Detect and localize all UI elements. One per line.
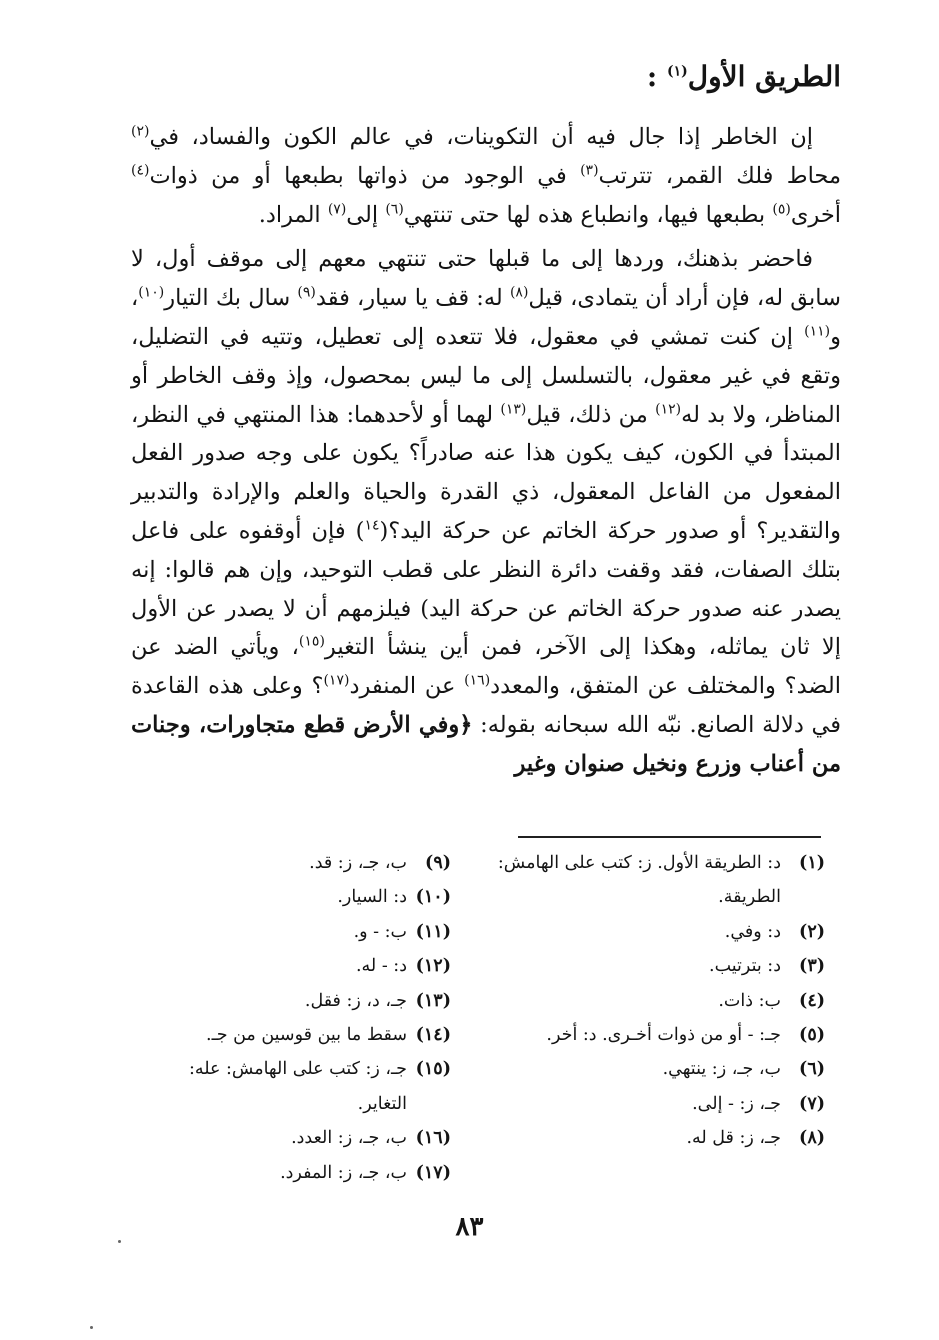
footnote — [161, 1121, 451, 1155]
footnote-number: (١) — [799, 853, 825, 873]
footnote-number: (٢) — [799, 921, 825, 942]
text-segment: عن المنفرد — [349, 673, 465, 700]
footnote-ref: (٢) — [131, 123, 150, 140]
footnote-number: (٤) — [799, 990, 825, 1011]
text-segment: لهما أو لأحدهما: هذا المنتهي في النظر، المبتدأ في الكون، كيف يكون هذا عنه صادراً؟ يكون على وجه صدور الفعل المفعول من الفاعل المعقول، ذي القدرة والحياة والعلم والإرادة والتدبير والتقدير؟ أو صدور حركة الخاتم عن حركة اليد؟( — [131, 401, 841, 544]
footnote-text: د: الطريقة الأول. ز: كتب على الهامش: الطريقة. — [497, 853, 781, 908]
text-segment: ؟ وعلى هذه القاعدة في دلالة الصانع. نبّه الله سبحانه بقوله: — [131, 673, 841, 738]
footnote-ref: (٥) — [772, 201, 791, 218]
footnote-number: (٨) — [799, 1128, 825, 1149]
footnote-ref: (٩) — [297, 284, 316, 301]
footnote-ref: (١٢) — [655, 401, 682, 418]
footnote-number: (١٣) — [415, 990, 451, 1011]
footnote-text: جـ، د، ز: فقل. — [304, 990, 407, 1011]
footnote-number: (١٧) — [415, 1162, 451, 1183]
footnote-ref: (٨) — [509, 284, 529, 301]
text-segment: المراد. — [258, 201, 328, 228]
footnote-number: (٦) — [799, 1059, 825, 1080]
section-heading — [647, 60, 841, 93]
footnotes-left-column — [161, 846, 451, 1190]
footnote — [495, 1052, 825, 1086]
footnote-ref: (١١) — [804, 323, 831, 340]
footnote-text: جـ: - أو من ذوات أخـرى. د: أخر. — [546, 1025, 781, 1046]
footnote-number: (١٢) — [415, 956, 451, 977]
footnote-text: د: السيار. — [337, 887, 407, 908]
main-text — [131, 118, 841, 784]
text-segment: ، ويأتي الضد عن الضد؟ والمختلف عن المتفق، والمعدد — [131, 634, 841, 700]
footnote-text: جـ، ز: - إلى. — [692, 1093, 781, 1114]
footnote-ref: (١٧) — [323, 672, 350, 689]
footnote — [495, 984, 825, 1018]
footnote-ref: (٧) — [327, 201, 347, 218]
footnote-ref: (٦) — [385, 201, 404, 218]
footnote — [495, 915, 825, 949]
text-segment: ، و — [131, 285, 841, 350]
footnote-number: (١٠) — [415, 887, 451, 908]
footnotes-right-column — [495, 846, 825, 1156]
heading-text: الطريق الأول — [687, 60, 841, 93]
footnote — [495, 949, 825, 983]
footnote-text: ب: - و. — [353, 921, 407, 942]
text-segment: سال بك التيار — [164, 285, 298, 312]
footnote-ref: (١٠) — [138, 284, 165, 301]
footnote — [161, 1156, 451, 1190]
footnote-separator — [518, 836, 821, 838]
page-number: ٨٣ — [455, 1212, 484, 1242]
footnote — [495, 1087, 825, 1121]
footnote — [161, 1018, 451, 1052]
footnote-text: د: - له. — [355, 956, 407, 977]
text-segment: من ذلك، قيل — [526, 401, 656, 428]
text-segment: له: قف يا سيار، فقد — [315, 285, 510, 312]
text-segment: محاط فلك القمر، تترتب — [598, 162, 841, 189]
footnote — [161, 915, 451, 949]
text-segment: في الوجود من ذواتها بطبعها أو من ذوات — [149, 162, 581, 189]
footnote-number: (٩) — [425, 853, 451, 873]
footnote-text: ب، جـ، ز: قد. — [309, 853, 407, 873]
footnote-ref: (١٥) — [298, 633, 325, 650]
footnote-text: د: بترتيب. — [709, 956, 781, 977]
footnote-ref: (١٦) — [464, 672, 491, 689]
footnote — [161, 984, 451, 1018]
paragraph — [131, 240, 841, 783]
text-segment: إن كنت تمشي في معقول، فلا تتعده إلى تعطيل، وتتيه في التضليل، وتقع في غير معقول، بالتسلسل إلى ما ليس بمحصول، وإذ وقف الخاطر أو المناظر، ولا بد له — [131, 323, 841, 428]
footnote-number: (١٤) — [415, 1025, 451, 1046]
footnote — [495, 1121, 825, 1155]
quran-quote: ﴿وفي الأرض قطع متجاورات، وجنات من أعناب وزرع ونخيل صنوان وغير — [131, 711, 841, 777]
footnote — [161, 1052, 451, 1121]
footnote-ref: (٣) — [580, 162, 599, 179]
footnote-number: (١١) — [415, 921, 451, 942]
footnote — [161, 949, 451, 983]
text-segment: إن الخاطر إذا جال فيه أن التكوينات، في عالم الكون والفساد، في — [149, 124, 813, 150]
text-segment: فاحضر بذهنك، وردها إلى ما قبلها حتى تنتهي معهم إلى موقف أول، لا سابق له، فإن أراد أن يتمادى، قيل — [131, 246, 841, 312]
scan-speck — [90, 1326, 93, 1329]
footnote-text: سقط ما بين قوسين من جـ. — [206, 1025, 407, 1046]
text-segment: ) فإن أوقفوه على فاعل بتلك الصفات، فقد وقفت دائرة النظر على قطب التوحيد، وإن هم قالوا: إنه يصدر عنه صدور حركة الخاتم عن حركة اليد) فيلزمهم أن لا يصدر عن الأول إلا ثان يماثله، وهكذا إلى الآخر، فمن أين ينشأ التغير — [131, 517, 842, 661]
footnote-text: ب، جـ، ز: المفرد. — [280, 1162, 407, 1183]
footnote-ref: (٤) — [131, 162, 150, 179]
footnote — [161, 880, 451, 914]
footnote-number: (١٦) — [415, 1128, 451, 1149]
text-segment: إلى — [346, 201, 386, 228]
footnote — [495, 1018, 825, 1052]
scan-speck — [118, 1240, 121, 1243]
footnote-number: (٣) — [799, 956, 825, 977]
footnote — [495, 846, 825, 915]
footnote — [161, 846, 451, 880]
footnote-ref: ١٤ — [364, 517, 380, 534]
footnote-text: جـ، ز: كتب على الهامش: عله: التغاير. — [188, 1059, 407, 1114]
text-segment: أخرى — [790, 201, 841, 228]
footnote-text: ب، جـ، ز: العدد. — [291, 1128, 407, 1149]
footnote-text: جـ، ز: قل له. — [686, 1128, 781, 1149]
footnote-text: ب، جـ، ز: ينتهي. — [662, 1059, 781, 1080]
footnote-number: (٥) — [799, 1025, 825, 1046]
footnote-number: (١٥) — [415, 1059, 451, 1080]
footnote-ref: (١٣) — [500, 401, 527, 418]
paragraph — [131, 118, 841, 234]
footnote-number: (٧) — [799, 1093, 825, 1114]
text-segment: بطبعها فيها، وانطباع هذه لها حتى تنتهي — [403, 201, 773, 228]
heading-colon: : — [646, 60, 658, 93]
footnote-text: د: وفي. — [724, 921, 781, 942]
heading-note-ref: (١) — [666, 63, 688, 80]
footnote-text: ب: ذات. — [718, 990, 781, 1011]
